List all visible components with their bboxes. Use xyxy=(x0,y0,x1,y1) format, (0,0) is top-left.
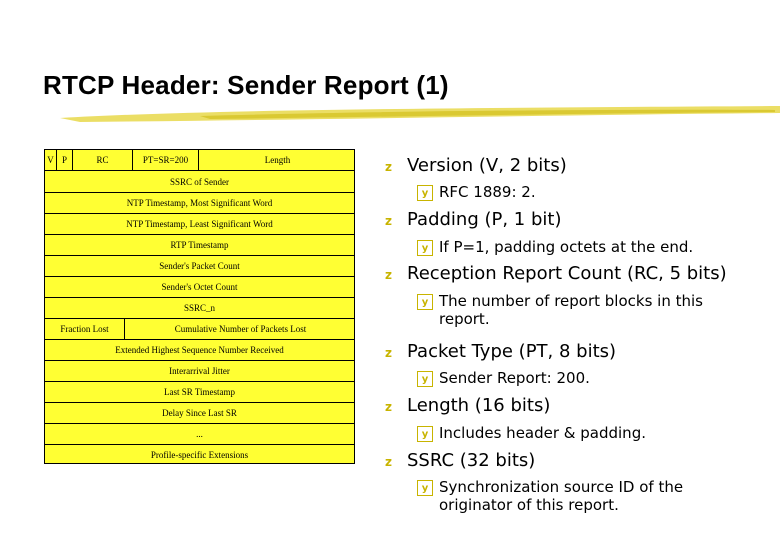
field-fraction-lost: Fraction Lost xyxy=(45,319,125,339)
rtcp-sender-report-diagram xyxy=(44,149,355,464)
field-ntp-msw: NTP Timestamp, Most Significant Word xyxy=(126,198,273,208)
z-bullet-icon: z xyxy=(385,346,392,360)
bullet-item: z Reception Report Count (RC, 5 bits) xyxy=(385,263,727,284)
field-octet-count: Sender's Octet Count xyxy=(161,282,238,292)
field-ellipsis: ... xyxy=(196,429,203,439)
y-bullet-icon: y xyxy=(417,185,433,201)
y-bullet-icon: y xyxy=(417,294,433,310)
field-ntp-lsw: NTP Timestamp, Least Significant Word xyxy=(126,219,273,229)
sub-bullet-item: y If P=1, padding octets at the end. xyxy=(417,238,693,256)
diagram-row xyxy=(45,171,354,193)
diagram-row xyxy=(45,235,354,256)
z-bullet-icon: z xyxy=(385,214,392,228)
diagram-row xyxy=(45,214,354,235)
bullet-item: z Length (16 bits) xyxy=(385,395,551,416)
page-title: RTCP Header: Sender Report (1) xyxy=(43,70,449,100)
header-row xyxy=(45,150,354,171)
sub-bullet-item: y Synchronization source ID of the originator of this report. xyxy=(417,478,707,514)
diagram-row xyxy=(45,298,354,319)
diagram-row xyxy=(45,403,354,424)
field-last-sr: Last SR Timestamp xyxy=(163,387,235,397)
field-ssrc-n: SSRC_n xyxy=(183,303,216,313)
diagram-row xyxy=(45,424,354,445)
z-bullet-icon: z xyxy=(385,160,392,174)
field-rc: RC xyxy=(73,150,133,170)
field-packet-type: PT=SR=200 xyxy=(133,150,199,170)
field-length: Length xyxy=(264,155,291,165)
field-packet-count: Sender's Packet Count xyxy=(159,261,240,271)
bullet-item: z Packet Type (PT, 8 bits) xyxy=(385,341,617,362)
sub-bullet-item: y Sender Report: 200. xyxy=(417,369,590,387)
diagram-row xyxy=(45,361,354,382)
diagram-row xyxy=(45,340,354,361)
field-version: V xyxy=(45,150,57,170)
field-profile-extensions: Profile-specific Extensions xyxy=(150,450,249,460)
field-cumulative-lost: Cumulative Number of Packets Lost xyxy=(174,324,307,334)
field-padding: P xyxy=(57,150,73,170)
field-delay-since-last-sr: Delay Since Last SR xyxy=(162,408,237,418)
diagram-row xyxy=(45,277,354,298)
sub-bullet-item: y Includes header & padding. xyxy=(417,424,646,442)
z-bullet-icon: z xyxy=(385,400,392,414)
field-ext-highest-seq: Extended Highest Sequence Number Received xyxy=(115,345,284,355)
diagram-row xyxy=(45,319,354,340)
z-bullet-icon: z xyxy=(385,268,392,282)
field-rtp-timestamp: RTP Timestamp xyxy=(170,240,229,250)
y-bullet-icon: y xyxy=(417,240,433,256)
bullet-item: z SSRC (32 bits) xyxy=(385,450,536,471)
y-bullet-icon: y xyxy=(417,426,433,442)
diagram-row xyxy=(45,193,354,214)
diagram-row xyxy=(45,445,354,465)
y-bullet-icon: y xyxy=(417,480,433,496)
z-bullet-icon: z xyxy=(385,455,392,469)
bullet-item: z Padding (P, 1 bit) xyxy=(385,209,562,230)
sub-bullet-item: y RFC 1889: 2. xyxy=(417,183,536,201)
diagram-row xyxy=(45,256,354,277)
sub-bullet-item: y The number of report blocks in this report. xyxy=(417,292,717,328)
y-bullet-icon: y xyxy=(417,371,433,387)
diagram-row xyxy=(45,382,354,403)
title-underline-brush xyxy=(0,100,780,130)
field-interarrival-jitter: Interarrival Jitter xyxy=(169,366,230,376)
bullet-item: z Version (V, 2 bits) xyxy=(385,155,567,176)
field-ssrc-sender: SSRC of Sender xyxy=(169,176,229,187)
